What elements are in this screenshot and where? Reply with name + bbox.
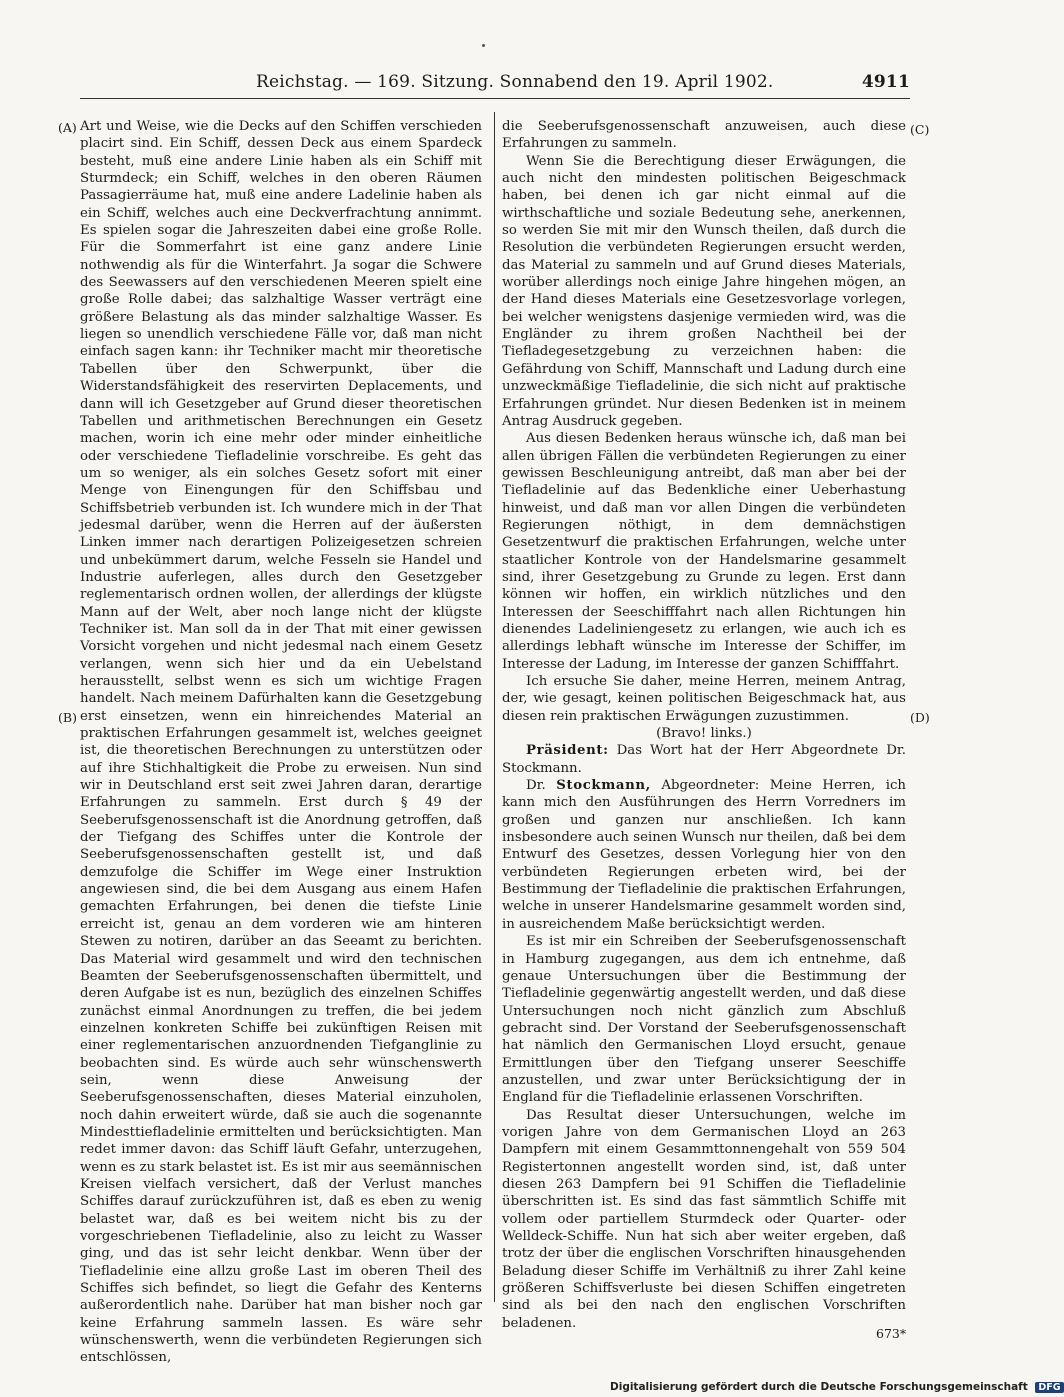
running-header — [80, 72, 910, 94]
dfg-logo: DFG — [1035, 1382, 1063, 1393]
right-column — [502, 118, 906, 1332]
header-title: Reichstag. — 169. Sitzung. Sonnabend den 19. April 1902. — [256, 72, 774, 92]
president-text: Das Wort hat der Herr Abgeordnete Dr. Stockmann. — [502, 743, 906, 776]
paragraph: Das Resultat dieser Untersuchungen, welche im vorigen Jahre von dem Germanischen Lloyd an 263 Dampfern mit einem Gesammttonnengehalt von 559 504 Registertonnen angestellt worden sind, ist, daß unter diesen 263 Dampfern bei 91 Schiffen die Tiefladelinie überschritten ist. Es sind das fast sämmtlich Schiffe mit vollem oder partiellem Sturmdeck oder Quarter- oder Welldeck-Schiffe. Nun hat sich aber weiter ergeben, daß trotz der über die englischen Vorschriften hinausgehenden Beladung dieser Schiffe im Verhältniß zu ihrer Zahl keine größeren Schiffsverluste bei diesen Schiffen eingetreten sind als bei den nach den englischen Vorschriften beladenen. — [502, 1107, 906, 1331]
paragraph: Art und Weise, wie die Decks auf den Schiffen verschieden placirt sind. Ein Schiff, dessen Deck aus einem Spardeck besteht, muß eine andere Linie haben als ein Schiff mit Sturmdeck; ein Schiff, welches in den oberen Räumen Passagierräume hat, muß eine andere Ladelinie haben als ein Schiff, welches auch eine Deckverfrachtung annimmt. Es spielen sogar die Jahreszeiten dabei eine große Rolle. Für die Sommerfahrt ist eine ganz andere Linie nothwendig als für die Winterfahrt. Ja sogar die Schwere des Seewassers auf den verschiedenen Meeren spielt eine große Rolle dabei; das salzhaltige Wasser verträgt eine größere Belastung als das minder salzhaltige Wasser. Es liegen so unendlich verschiedene Fälle vor, daß man nicht einfach sagen kann: ihr Techniker macht mir theoretische Tabellen über den Schwerpunkt, über die Widerstandsfähigkeit des reservirten Deplacements, und dann will ich Gesetzgeber auf Grund dieser theoretischen Tabellen und arithmetischen Berechnungen ein Gesetz machen, worin ich eine mehr oder minder einheitliche oder verschiedene Tiefladelinie vorschreibe. Es geht das um so weniger, als ein solches Gesetz sofort mit einer Menge von Einengungen für den Schiffsbau und Schiffsbetrieb verbunden ist. Ich wundere mich in der That jedesmal darüber, wenn die Herren auf der äußersten Linken immer nach derartigen Polizeigesetzen schreien und unbekümmert darum, welche Fesseln sie Handel und Industrie auferlegen, alles durch den Gesetzgeber reglementarisch ordnen wollen, der allerdings der klügste Mann auf der Welt, aber noch lange nicht der klügste Techniker ist. Man soll da in der That mit einer gewissen Vorsicht vorgehen und nicht jedesmal nach einem Gesetz verlangen, wenn sich hier und da ein Uebelstand herausstellt, selbst wenn es sich um wichtige Fragen handelt. Nach meinem Dafürhalten kann die Gesetzgebung erst einsetzen, wenn ein hinreichendes Material an praktischen Erfahrungen gesammelt ist, welches geeignet ist, die theoretischen Berechnungen zu unterstützen oder auf ihre Stichhaltigkeit die Probe zu erweisen. Nun sind wir in Deutschland erst seit zwei Jahren daran, derartige Erfahrungen zu sammeln. Erst durch § 49 der Seeberufsgenossenschaft ist die Anordnung getroffen, daß der Tiefgang des Schiffes unter die Kontrole der Seeberufsgenossenschaften gestellt ist, und daß demzufolge die Schiffer im Wege einer Instruktion angewiesen sind, die bei dem Ausgang aus einem Hafen gemachten Erfahrungen, bei denen die tiefste Linie erreicht ist, genau an dem vorderen wie am hinteren Stewen zu notiren, darüber an das Seeamt zu berichten. Das Material wird gesammelt und wird den technischen Beamten der Seeberufsgenossenschaften übermittelt, und deren Aufgabe ist es nun, bezüglich des einzelnen Schiffes zunächst einmal Anordnungen zu treffen, die bei jedem einzelnen konkreten Schiffe bei zukünftigen Reisen mit einer reglementarischen anzuordnenden Tiefganglinie zu beobachten sind. Es würde auch sehr wünschenswerth sein, wenn diese Anweisung der Seeberufsgenossenschaften, dieses Material einzuholen, noch dahin erweitert würde, daß sie auch die sogenannte Mindesttiefladelinie ermittelten und berücksichtigten. Man redet immer davon: das Schiff läuft Gefahr, unterzugehen, wenn es zu stark belastet ist. Es ist mir aus seemännischen Kreisen vielfach versichert, daß der Verlust manches Schiffes darauf zurückzuführen ist, daß es eben zu wenig belastet war, daß es bei weitem nicht bis zu der vorgeschriebenen Tiefladelinie, also zu leicht zu Wasser ging, und das ist sehr leicht denkbar. Wenn über der Tiefladelinie eine allzu große Last im oberen Theil des Schiffes sich befindet, so liegt die Gefahr des Kenterns außerordentlich nahe. Darüber hat man bisher noch gar keine Erfahrung sammeln lassen. Es wäre sehr wünschenswerth, wenn die verbündeten Regierungen sich entschlössen, — [80, 119, 482, 1366]
speck-mark — [482, 44, 485, 47]
applause-note: (Bravo! links.) — [656, 726, 752, 742]
header-rule — [80, 98, 910, 99]
margin-marker-c: (C) — [910, 122, 930, 137]
margin-marker-a: (A) — [58, 120, 77, 135]
page-number: 4911 — [861, 72, 910, 92]
speaker-title: Dr. — [526, 778, 546, 794]
digitization-footer — [610, 1381, 1061, 1395]
signature-mark: 673* — [876, 1326, 907, 1341]
paragraph: die Seeberufsgenossenschaft anzuweisen, auch diese Erfahrungen zu sammeln. — [502, 119, 906, 152]
margin-marker-d: (D) — [910, 710, 930, 725]
speaker-statement — [502, 777, 906, 933]
left-column — [80, 118, 482, 1367]
margin-marker-b: (B) — [58, 710, 77, 725]
footer-text: Digitalisierung gefördert durch die Deutsche Forschungsgemeinschaft — [610, 1381, 1028, 1393]
president-label: Präsident: — [526, 743, 609, 759]
paragraph: Wenn Sie die Berechtigung dieser Erwägungen, die auch nicht den mindesten politischen Beigeschmack haben, bei denen ich gar nicht einmal auf die wirthschaftliche und soziale Bedeutung sehe, anerkennen, so werden Sie mit mir den Wunsch theilen, daß durch die Resolution die verbündeten Regierungen ersucht werden, das Material zu sammeln und auf Grund dieses Materials, worüber allerdings noch einige Jahre hingehen mögen, an der Hand dieses Materials eine Gesetzesvorlage vorlegen, bei welcher wenigstens dasjenige vermieden wird, was die Engländer zu ihrem großen Nachtheil bei der Tiefladegesetzgebung zu verzeichnen haben: die Gefährdung von Schiff, Mannschaft und Ladung durch eine unzweckmäßige Tiefladelinie, die sich nicht auf praktische Erfahrungen gründet. Nur diesen Bedenken ist in meinem Antrag Ausdruck gegeben. — [502, 153, 906, 429]
paragraph: Ich ersuche Sie daher, meine Herren, meinem Antrag, der, wie gesagt, keinen politischen Beigeschmack hat, aus diesen rein praktischen Erwägungen zuzustimmen. — [502, 674, 906, 724]
president-statement — [502, 742, 906, 777]
paragraph: Es ist mir ein Schreiben der Seeberufsgenossenschaft in Hamburg zugegangen, aus dem ich entnehme, daß genaue Untersuchungen über die Bestimmung der Tiefladelinie gegenwärtig angestellt werden, und daß diese Untersuchungen noch nicht gänzlich zum Abschluß gebracht sind. Der Vorstand der Seeberufsgenossenschaft hat nämlich den Germanischen Lloyd ersucht, genaue Ermittlungen über den Tiefgang unserer Seeschiffe anzustellen, und zwar unter Berücksichtigung der in England für die Tiefladelinie erlassenen Vorschriften. — [502, 934, 906, 1106]
speaker-name: Stockmann, — [556, 778, 651, 794]
speaker-text: Abgeordneter: Meine Herren, ich kann mich den Ausführungen des Herrn Vorredners im großen und ganzen nur anschließen. Ich kann insbesondere auch seinen Wunsch nur theilen, daß bei dem Entwurf des Gesetzes, dessen Vorlegung hier von den verbündeten Regierungen erbeten wird, bei der Bestimmung der Tiefladelinie die praktischen Erfahrungen, welche in unserer Handelsmarine gesammelt worden sind, in ausreichendem Maße berücksichtigt werden. — [502, 778, 906, 932]
paragraph: Aus diesen Bedenken heraus wünsche ich, daß man bei allen übrigen Fällen die verbündeten Regierungen zu einer gewissen Beschleunigung antreibt, daß man aber bei der Tiefladelinie auf das Bedenkliche einer Ueberhastung hinweist, und daß man vor allen Dingen die verbündeten Regierungen nöthigt, in dem demnächstigen Gesetzentwurf die praktischen Erfahrungen, welche unter staatlicher Kontrole von der Handelsmarine gesammelt sind, ihrer Gesetzgebung zu Grunde zu legen. Erst dann können wir hoffen, ein wirklich nützliches und den Interessen der Seeschifffahrt nach allen Richtungen hin dienendes Ladeliniengesetz zu erlangen, wie auch ich es allerdings lebhaft wünsche im Interesse der Schiffer, im Interesse der Ladung, im Interesse der ganzen Schifffahrt. — [502, 431, 906, 672]
column-divider — [494, 112, 495, 1302]
